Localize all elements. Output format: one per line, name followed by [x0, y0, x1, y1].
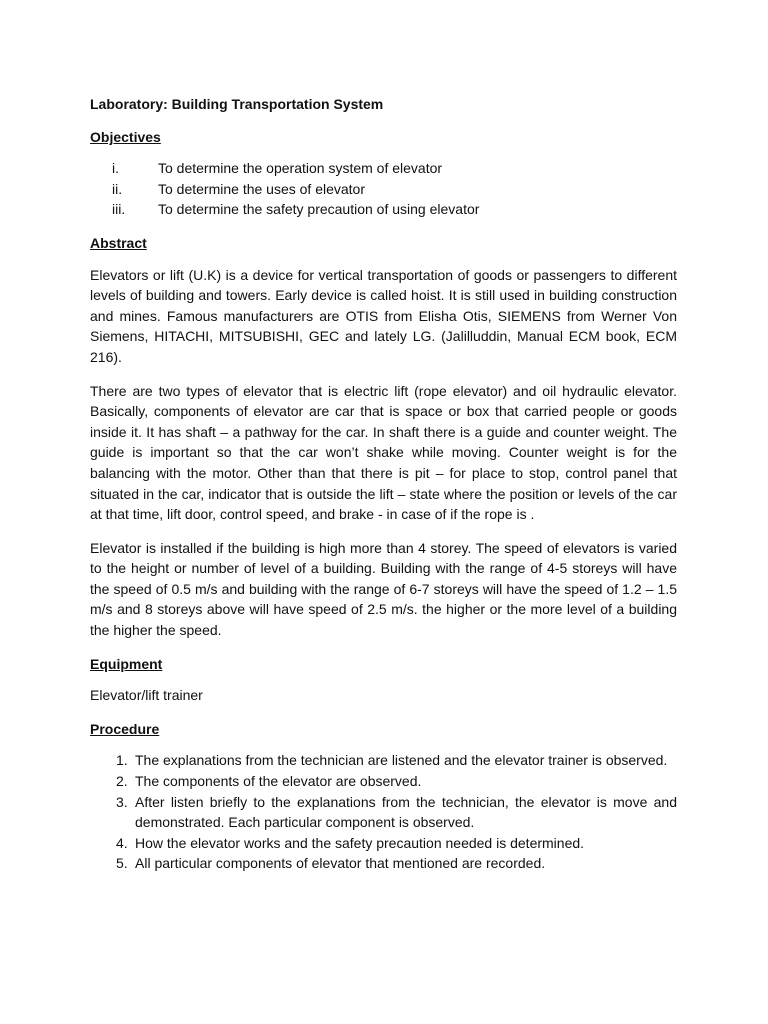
objective-item — [90, 179, 677, 200]
objective-text: To determine the operation system of elevator — [158, 160, 443, 177]
procedure-step — [90, 833, 677, 854]
step-text: All particular components of elevator that mentioned are recorded. — [135, 855, 546, 872]
equipment-heading: Equipment — [90, 655, 163, 672]
objectives-heading: Objectives — [90, 128, 161, 145]
step-number: 5. — [116, 855, 128, 872]
step-text: After listen briefly to the explanations from the technician, the elevator is move and demonstrated. Each particular component is observed. — [135, 793, 677, 831]
abstract-paragraph: Elevators or lift (U.K) is a device for vertical transportation of goods or passengers to different levels of building and towers. Early device is called hoist. It is still used in building construction and mines. Famous manufacturers are OTIS from Elisha Otis, SIEMENS from Werner Von Siemens, HITACHI, MITSUBISHI, GEC and lately LG. (Jalilluddin, Manual ECM book, ECM 216). — [90, 266, 677, 365]
objectives-list — [90, 158, 677, 220]
procedure-step — [90, 792, 677, 833]
objective-item — [90, 158, 677, 179]
objective-number: ii. — [112, 180, 123, 197]
procedure-heading: Procedure — [90, 720, 160, 737]
objective-text: To determine the uses of elevator — [158, 180, 366, 197]
objective-number: iii. — [112, 201, 126, 218]
objective-text: To determine the safety precaution of using elevator — [158, 201, 480, 218]
equipment-text: Elevator/lift trainer — [90, 687, 203, 704]
step-number: 4. — [116, 834, 128, 851]
step-number: 3. — [116, 793, 128, 810]
objective-number: i. — [112, 160, 119, 177]
objective-item — [90, 199, 677, 220]
step-number: 2. — [116, 773, 128, 790]
procedure-step — [90, 750, 677, 771]
procedure-list — [90, 750, 677, 874]
abstract-heading: Abstract — [90, 234, 147, 251]
step-text: The components of the elevator are observed. — [135, 773, 422, 790]
document-title: Laboratory: Building Transportation System — [90, 96, 384, 112]
step-number: 1. — [116, 752, 128, 769]
abstract-paragraph: There are two types of elevator that is electric lift (rope elevator) and oil hydraulic elevator. Basically, components of elevator are car that is space or box that carried people or goods inside it. It has shaft – a pathway for the car. In shaft there is a guide and counter weight. The guide is important so that the car won’t shake while moving. Counter weight is for the balancing with the motor. Other than that there is pit – for place to stop, control panel that situated in the car, indicator that is outside the lift – state where the position or levels of the car at that time, lift door, control speed, and brake - in case of if the rope is . — [90, 382, 677, 523]
abstract-paragraph: Elevator is installed if the building is high more than 4 storey. The speed of elevators is varied to the height or number of level of a building. Building with the range of 4-5 storeys will have the speed of 0.5 m/s and building with the range of 6-7 storeys will have the speed of 1.2 – 1.5 m/s and 8 storeys above will have speed of 2.5 m/s. the higher or the more level of a building the higher the speed. — [90, 539, 677, 639]
document-page — [90, 94, 677, 874]
procedure-step — [90, 853, 677, 874]
procedure-step — [90, 771, 677, 792]
step-text: How the elevator works and the safety precaution needed is determined. — [135, 834, 585, 851]
step-text: The explanations from the technician are listened and the elevator trainer is observed. — [135, 752, 668, 769]
